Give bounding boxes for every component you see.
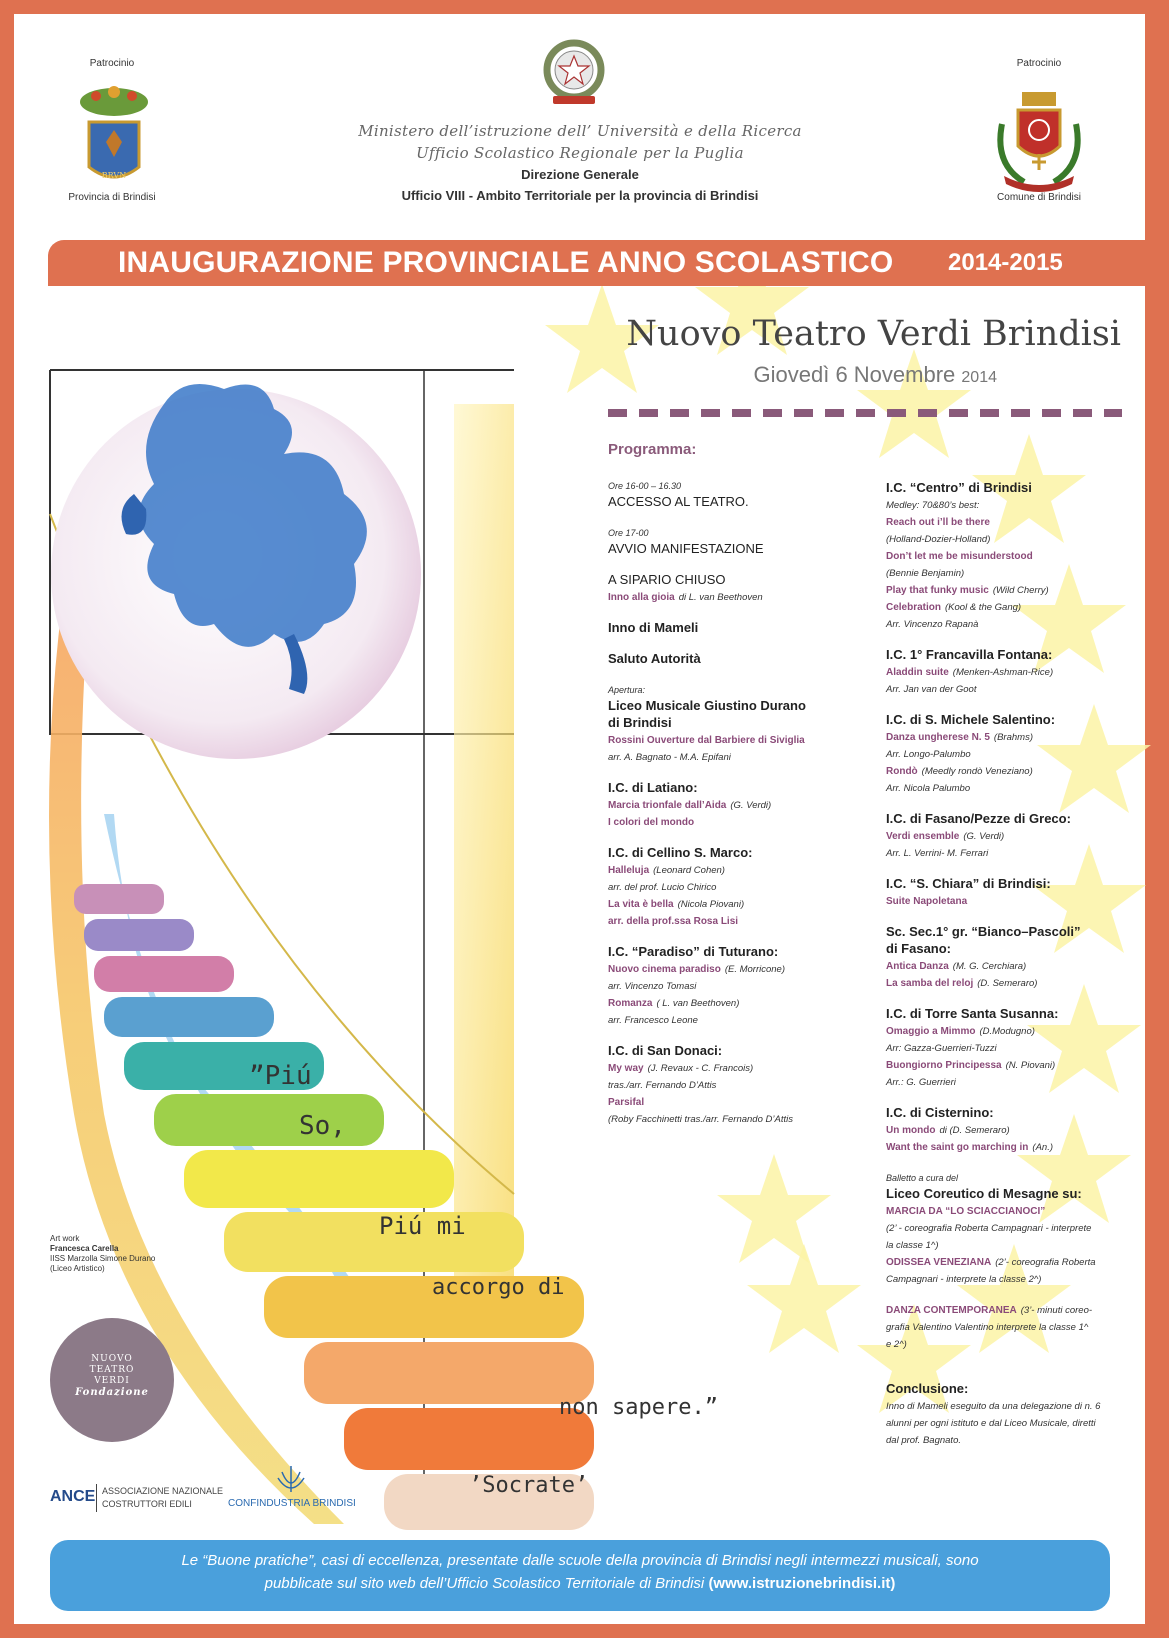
patrocinio-right-label: Patrocinio: [1016, 58, 1062, 69]
programme-spacer: [608, 558, 858, 572]
programme-left-entry: [608, 589, 858, 606]
programme-note-text: Arr.: G. Guerrieri: [886, 1077, 956, 1088]
programme-note-text: (D.Modugno): [979, 1026, 1035, 1037]
programme-right-entry: [886, 1023, 1126, 1040]
programme-head-text: I.C. 1° Francavilla Fontana:: [886, 647, 1053, 662]
programme-piece-text: My way: [608, 1063, 644, 1074]
programme-note-text: (Roby Facchinetti tras./arr. Fernando D’Attis: [608, 1114, 793, 1125]
programme-piece-text: Verdi ensemble: [886, 831, 960, 842]
footer-line-2: [50, 1575, 1110, 1592]
art-credit-school: IISS Marzolla Simone Durano: [50, 1254, 156, 1263]
ance-logo: ANCE: [50, 1488, 96, 1505]
star-shape: [747, 1244, 861, 1353]
programme-note-text: Inno di Mameli eseguito da una delegazione di n. 6: [886, 1401, 1101, 1412]
programme-head-text: I.C. di Torre Santa Susanna:: [886, 1006, 1059, 1021]
programme-right-entry: [886, 975, 1126, 992]
programme-note-text: (An.): [1032, 1142, 1054, 1153]
programme-right-entry: [886, 1336, 1126, 1353]
programme-right-entry: [886, 1415, 1126, 1432]
programme-right-column: [886, 480, 1126, 1449]
programme-head-text: I.C. di Latiano:: [608, 780, 698, 795]
programme-right-entry: [886, 1271, 1126, 1288]
venue-date-text: Giovedì 6 Novembre: [753, 362, 956, 387]
programme-note-text: la classe 1^): [886, 1240, 939, 1251]
programme-right-entry: [886, 616, 1126, 633]
title-bar: [48, 240, 1148, 286]
ministry-line-1: Ministero dell’istruzione dell’ Università e della Ricerca: [358, 122, 802, 140]
programme-head-text: Saluto Autorità: [608, 651, 701, 666]
programme-note-text: dal prof. Bagnato.: [886, 1435, 961, 1446]
teatro-verdi-logo: [50, 1318, 174, 1442]
programme-left-entry: [608, 732, 858, 749]
programme-piece-text: Antica Danza: [886, 961, 949, 972]
programme-spacer: [886, 862, 1126, 876]
comune-crest-icon: [994, 84, 1084, 194]
programme-piece-text: arr. della prof.ssa Rosa Lisi: [608, 916, 739, 927]
programme-right-entry: [886, 1105, 1126, 1122]
programme-note-text: (2’ - coreografia Roberta Campagnari - interprete: [886, 1223, 1092, 1234]
programme-left-entry: [608, 525, 858, 541]
programme-head-text: I.C. di Fasano/Pezze di Greco:: [886, 811, 1071, 826]
programme-note-text: Arr. Nicola Palumbo: [886, 783, 971, 794]
programme-spacer: [608, 511, 858, 525]
programme-note-text: Arr. L. Verrini- M. Ferrari: [886, 848, 989, 859]
programme-spacer: [608, 637, 858, 651]
programme-right-entry: [886, 876, 1126, 893]
programme-spacer: [886, 633, 1126, 647]
programme-right-entry: [886, 480, 1126, 497]
programme-left-entry: [608, 995, 858, 1012]
programme-piece-text: Aladdin suite: [886, 667, 949, 678]
footer-banner: [50, 1540, 1110, 1611]
programme-right-entry: [886, 712, 1126, 729]
programme-spacer: [608, 1029, 858, 1043]
programme-note-text: (Menken-Ashman-Rice): [952, 667, 1054, 678]
programme-head-text: I.C. di Cellino S. Marco:: [608, 845, 753, 860]
programme-note-text: ( L. van Beethoven): [656, 998, 740, 1009]
programme-note-text: (Bennie Benjamin): [886, 568, 965, 579]
programme-right-entry: [886, 1381, 1126, 1398]
programme-spacer: [608, 766, 858, 780]
programme-right-entry: [886, 599, 1126, 616]
programme-plain-text: A SIPARIO CHIUSO: [608, 572, 726, 587]
programme-piece-text: Halleluja: [608, 865, 650, 876]
programme-head-text: I.C. “Paradiso” di Tuturano:: [608, 944, 779, 959]
programme-right-entry: [886, 1237, 1126, 1254]
programme-piece-text: Play that funky music: [886, 585, 989, 596]
programme-right-entry: [886, 1432, 1126, 1449]
programme-note-text: arr. A. Bagnato - M.A. Epifani: [608, 752, 731, 763]
programme-piece-text: Celebration: [886, 602, 942, 613]
programme-spacer: [886, 1367, 1126, 1381]
programme-left-entry: [608, 978, 858, 995]
programme-head-text: I.C. di San Donaci:: [608, 1043, 723, 1058]
programme-piece-text: Inno alla gioia: [608, 592, 675, 603]
programme-note-text: (Kool & the Gang): [945, 602, 1022, 613]
programme-note-text: (Holland-Dozier-Holland): [886, 534, 991, 545]
programme-right-entry: [886, 1040, 1126, 1057]
programme-right-entry: [886, 763, 1126, 780]
book-text: ”Piú: [249, 1061, 312, 1091]
programme-note-text: Arr. Longo-Palumbo: [886, 749, 971, 760]
programme-left-entry: [608, 620, 858, 637]
ministry-line-2: Ufficio Scolastico Regionale per la Puglia: [416, 144, 744, 162]
programme-note-text: (M. G. Cerchiara): [952, 961, 1027, 972]
book-text: non sapere.”: [559, 1395, 718, 1420]
programme-note-text: (Meedly rondò Veneziano): [921, 766, 1033, 777]
programme-note-text: grafia Valentino Valentino interprete la classe 1^: [886, 1322, 1089, 1333]
programme-left-entry: [608, 961, 858, 978]
programme-right-entry: [886, 811, 1126, 828]
programme-head-text: I.C. “Centro” di Brindisi: [886, 480, 1032, 495]
programme-note-text: tras./arr. Fernando D’Attis: [608, 1080, 717, 1091]
programme-left-entry: [608, 494, 858, 511]
programme-note-text: (G. Verdi): [730, 800, 772, 811]
programme-small-text: Ore 17-00: [608, 528, 649, 538]
programme-left-entry: [608, 749, 858, 766]
programme-spacer: [608, 930, 858, 944]
art-credit: [50, 1234, 170, 1274]
programme-plain-text: AVVIO MANIFESTAZIONE: [608, 541, 764, 556]
programme-left-entry: [608, 1043, 858, 1060]
programme-note-text: Arr. Jan van der Goot: [886, 684, 977, 695]
venue-year: 2014: [961, 369, 997, 386]
programme-note-text: alunni per ogni istituto e dal Liceo Musicale, diretti: [886, 1418, 1096, 1429]
programme-note-text: Arr: Gazza-Guerrieri-Tuzzi: [886, 1043, 997, 1054]
book-text: accorgo di: [432, 1275, 565, 1300]
programme-piece-text: La samba del reloj: [886, 978, 974, 989]
footer-line-2-text: pubblicate sul sito web dell’Ufficio Scolastico Territoriale di Brindisi: [264, 1575, 705, 1592]
confindustria-icon: [276, 1464, 306, 1494]
programme-spacer: [886, 797, 1126, 811]
programme-piece-text: Want the saint go marching in: [886, 1142, 1029, 1153]
programme-note-text: (Brahms): [993, 732, 1033, 743]
teatro-logo-line2: TEATRO: [89, 1365, 135, 1375]
dashed-divider: [608, 409, 1122, 417]
programme-note-text: Campagnari - interprete la classe 2^): [886, 1274, 1042, 1285]
programme-note-text: arr. Francesco Leone: [608, 1015, 698, 1026]
programme-left-entry: [608, 1111, 858, 1128]
programme-note-text: (Leonard Cohen): [653, 865, 725, 876]
programme-right-entry: [886, 548, 1126, 565]
programme-note-text: (Wild Cherry): [992, 585, 1049, 596]
ance-line2: COSTRUTTORI EDILI: [102, 1499, 192, 1509]
programme-right-entry: [886, 941, 1126, 958]
programme-left-entry: [608, 698, 858, 715]
programme-spacer: [608, 831, 858, 845]
programme-head-text: Sc. Sec.1° gr. “Bianco–Pascoli”: [886, 924, 1081, 939]
programme-right-entry: [886, 828, 1126, 845]
programme-head-text: Liceo Musicale Giustino Durano: [608, 698, 806, 713]
programme-note-text: di (D. Semeraro): [939, 1125, 1010, 1136]
programme-note-text: (D. Semeraro): [977, 978, 1038, 989]
programme-right-entry: [886, 1186, 1126, 1203]
programme-right-entry: [886, 565, 1126, 582]
programme-left-entry: [608, 541, 858, 558]
programme-piece-text: DANZA CONTEMPORANEA: [886, 1305, 1017, 1316]
programme-right-entry: [886, 845, 1126, 862]
italian-republic-emblem-icon: [539, 34, 609, 114]
programme-left-entry: [608, 913, 858, 930]
programme-left-entry: [608, 896, 858, 913]
ance-divider: [96, 1484, 97, 1512]
teatro-logo-line3: VERDI: [94, 1376, 130, 1386]
poster-sheet: [14, 14, 1145, 1624]
programme-right-entry: [886, 1074, 1126, 1091]
programme-note-text: di L. van Beethoven: [678, 592, 763, 603]
programme-piece-text: Parsifal: [608, 1097, 645, 1108]
programme-left-entry: [608, 682, 858, 698]
school-year: 2014-2015: [948, 249, 1063, 276]
book-stack: [74, 884, 594, 1530]
programme-right-entry: [886, 582, 1126, 599]
programme-note-text: (3’- minuti coreo-: [1020, 1305, 1093, 1316]
programme-head-text: di Fasano:: [886, 941, 952, 956]
programme-right-entry: [886, 664, 1126, 681]
programme-note-text: (E. Morricone): [724, 964, 785, 975]
programme-piece-text: Suite Napoletana: [886, 896, 968, 907]
programme-piece-text: Un mondo: [886, 1125, 936, 1136]
programme-spacer: [608, 606, 858, 620]
programme-right-entry: [886, 1203, 1126, 1220]
art-credit-school2: (Liceo Artistico): [50, 1264, 105, 1273]
programme-right-entry: [886, 780, 1126, 797]
programme-right-entry: [886, 1139, 1126, 1156]
programme-left-entry: [608, 797, 858, 814]
programme-right-entry: [886, 681, 1126, 698]
programme-left-entry: [608, 879, 858, 896]
programme-small-text: Apertura:: [608, 685, 646, 695]
programme-piece-text: Rossini Ouverture dal Barbiere di Siviglia: [608, 735, 805, 746]
programme-piece-text: Don’t let me be misunderstood: [886, 551, 1033, 562]
venue-date: [754, 362, 997, 388]
programme-right-entry: [886, 924, 1126, 941]
programme-piece-text: Rondò: [886, 766, 918, 777]
programme-right-entry: [886, 1057, 1126, 1074]
programme-head-text: I.C. “S. Chiara” di Brindisi:: [886, 876, 1051, 891]
programme-small-text: Ore 16-00 – 16.30: [608, 481, 682, 491]
book-text: Piú mi: [379, 1212, 466, 1240]
programme-head-text: I.C. di S. Michele Salentino:: [886, 712, 1056, 727]
programme-head-text: I.C. di Cisternino:: [886, 1105, 994, 1120]
programme-small-text: Balletto a cura del: [886, 1173, 959, 1183]
programme-piece-text: I colori del mondo: [608, 817, 695, 828]
programme-left-entry: [608, 715, 858, 732]
provincia-crest-text: BRVN: [101, 171, 127, 180]
programme-right-entry: [886, 497, 1126, 514]
programme-spacer: [886, 992, 1126, 1006]
programme-right-entry: [886, 746, 1126, 763]
programme-right-entry: [886, 1254, 1126, 1271]
ufficio-label: Ufficio VIII - Ambito Territoriale per la provincia di Brindisi: [401, 188, 759, 203]
event-title: INAUGURAZIONE PROVINCIALE ANNO SCOLASTICO: [118, 246, 894, 279]
programme-right-entry: [886, 514, 1126, 531]
programme-left-entry: [608, 814, 858, 831]
programme-left-entry: [608, 944, 858, 961]
programme-right-entry: [886, 958, 1126, 975]
programme-head-text: Inno di Mameli: [608, 620, 699, 635]
programme-right-entry: [886, 1398, 1126, 1415]
programme-head-text: Liceo Coreutico di Mesagne su:: [886, 1186, 1082, 1201]
footer-line-1: Le “Buone pratiche”, casi di eccellenza, presentate dalle scuole della provincia di Brindisi negli intermezzi musicali, sono: [181, 1552, 979, 1569]
book-text: ’Socrate’: [469, 1473, 589, 1498]
teatro-logo-line1: NUOVO: [91, 1354, 133, 1364]
ance-text: [102, 1485, 223, 1511]
programme-note-text: e 2^): [886, 1339, 907, 1350]
programme-piece-text: Buongiorno Principessa: [886, 1060, 1002, 1071]
programme-left-entry: [608, 651, 858, 668]
programme-spacer: [886, 910, 1126, 924]
programme-left-entry: [608, 1077, 858, 1094]
confindustria-label: CONFINDUSTRIA BRINDISI: [228, 1498, 356, 1509]
book-text: So,: [299, 1111, 346, 1141]
programme-note-text: arr. del prof. Lucio Chirico: [608, 882, 717, 893]
patrocinio-left-label: Patrocinio: [89, 58, 135, 69]
programme-note-text: Arr. Vincenzo Rapanà: [886, 619, 979, 630]
programme-piece-text: Romanza: [608, 998, 653, 1009]
art-credit-artist: Francesca Carella: [50, 1244, 119, 1253]
programme-right-entry: [886, 1170, 1126, 1186]
programme-left-entry: [608, 1012, 858, 1029]
teatro-logo-line4: Fondazione: [75, 1387, 149, 1398]
programme-plain-text: ACCESSO AL TEATRO.: [608, 494, 749, 509]
provincia-crest-icon: [74, 82, 154, 192]
programme-right-entry: [886, 893, 1126, 910]
programme-spacer: [886, 698, 1126, 712]
programme-spacer: [886, 1288, 1126, 1302]
programme-note-text: (Nicola Piovani): [677, 899, 745, 910]
programme-left-entry: [608, 478, 858, 494]
programme-note-text: (2’- coreografia Roberta: [995, 1257, 1096, 1268]
programme-right-entry: [886, 1319, 1126, 1336]
art-credit-label: Art work: [50, 1234, 80, 1243]
programme-piece-text: La vita è bella: [608, 899, 674, 910]
programme-head-text: di Brindisi: [608, 715, 672, 730]
programme-piece-text: ODISSEA VENEZIANA: [886, 1257, 992, 1268]
programme-piece-text: Nuovo cinema paradiso: [608, 964, 721, 975]
programme-spacer: [886, 1353, 1126, 1367]
star-shape: [717, 1154, 831, 1263]
programme-left-column: [608, 478, 858, 1128]
programme-right-entry: [886, 531, 1126, 548]
programme-right-entry: [886, 1302, 1126, 1319]
programme-left-entry: [608, 572, 858, 589]
programme-note-text: (J. Revaux - C. Francois): [647, 1063, 754, 1074]
programme-note-text: (G. Verdi): [963, 831, 1005, 842]
programme-left-entry: [608, 1060, 858, 1077]
programme-right-entry: [886, 1122, 1126, 1139]
programme-note-text: (N. Piovani): [1005, 1060, 1056, 1071]
programme-spacer: [886, 1156, 1126, 1170]
programme-left-entry: [608, 1094, 858, 1111]
programme-label: Programma:: [608, 441, 697, 458]
programme-head-text: Conclusione:: [886, 1381, 969, 1396]
programme-left-entry: [608, 780, 858, 797]
ance-line1: ASSOCIAZIONE NAZIONALE: [102, 1486, 224, 1496]
programme-piece-text: MARCIA DA “LO SCIACCIANOCI”: [886, 1206, 1046, 1217]
programme-piece-text: Danza ungherese N. 5: [886, 732, 990, 743]
programme-note-text: Medley: 70&80’s best:: [886, 500, 980, 511]
programme-right-entry: [886, 647, 1126, 664]
programme-note-text: arr. Vincenzo Tomasi: [608, 981, 697, 992]
provincia-caption: Provincia di Brindisi: [68, 192, 156, 203]
footer-url-link[interactable]: (www.istruzionebrindisi.it): [708, 1575, 896, 1592]
comune-caption: Comune di Brindisi: [997, 192, 1081, 203]
programme-right-entry: [886, 1006, 1126, 1023]
programme-right-entry: [886, 1220, 1126, 1237]
venue-title: Nuovo Teatro Verdi Brindisi: [626, 314, 1121, 354]
programme-left-entry: [608, 862, 858, 879]
direzione-label: Direzione Generale: [521, 167, 639, 182]
programme-left-entry: [608, 845, 858, 862]
programme-piece-text: Omaggio a Mimmo: [886, 1026, 976, 1037]
programme-spacer: [608, 668, 858, 682]
programme-spacer: [886, 1091, 1126, 1105]
programme-piece-text: Marcia trionfale dall’Aida: [608, 800, 727, 811]
programme-piece-text: Reach out i’ll be there: [886, 517, 990, 528]
programme-right-entry: [886, 729, 1126, 746]
